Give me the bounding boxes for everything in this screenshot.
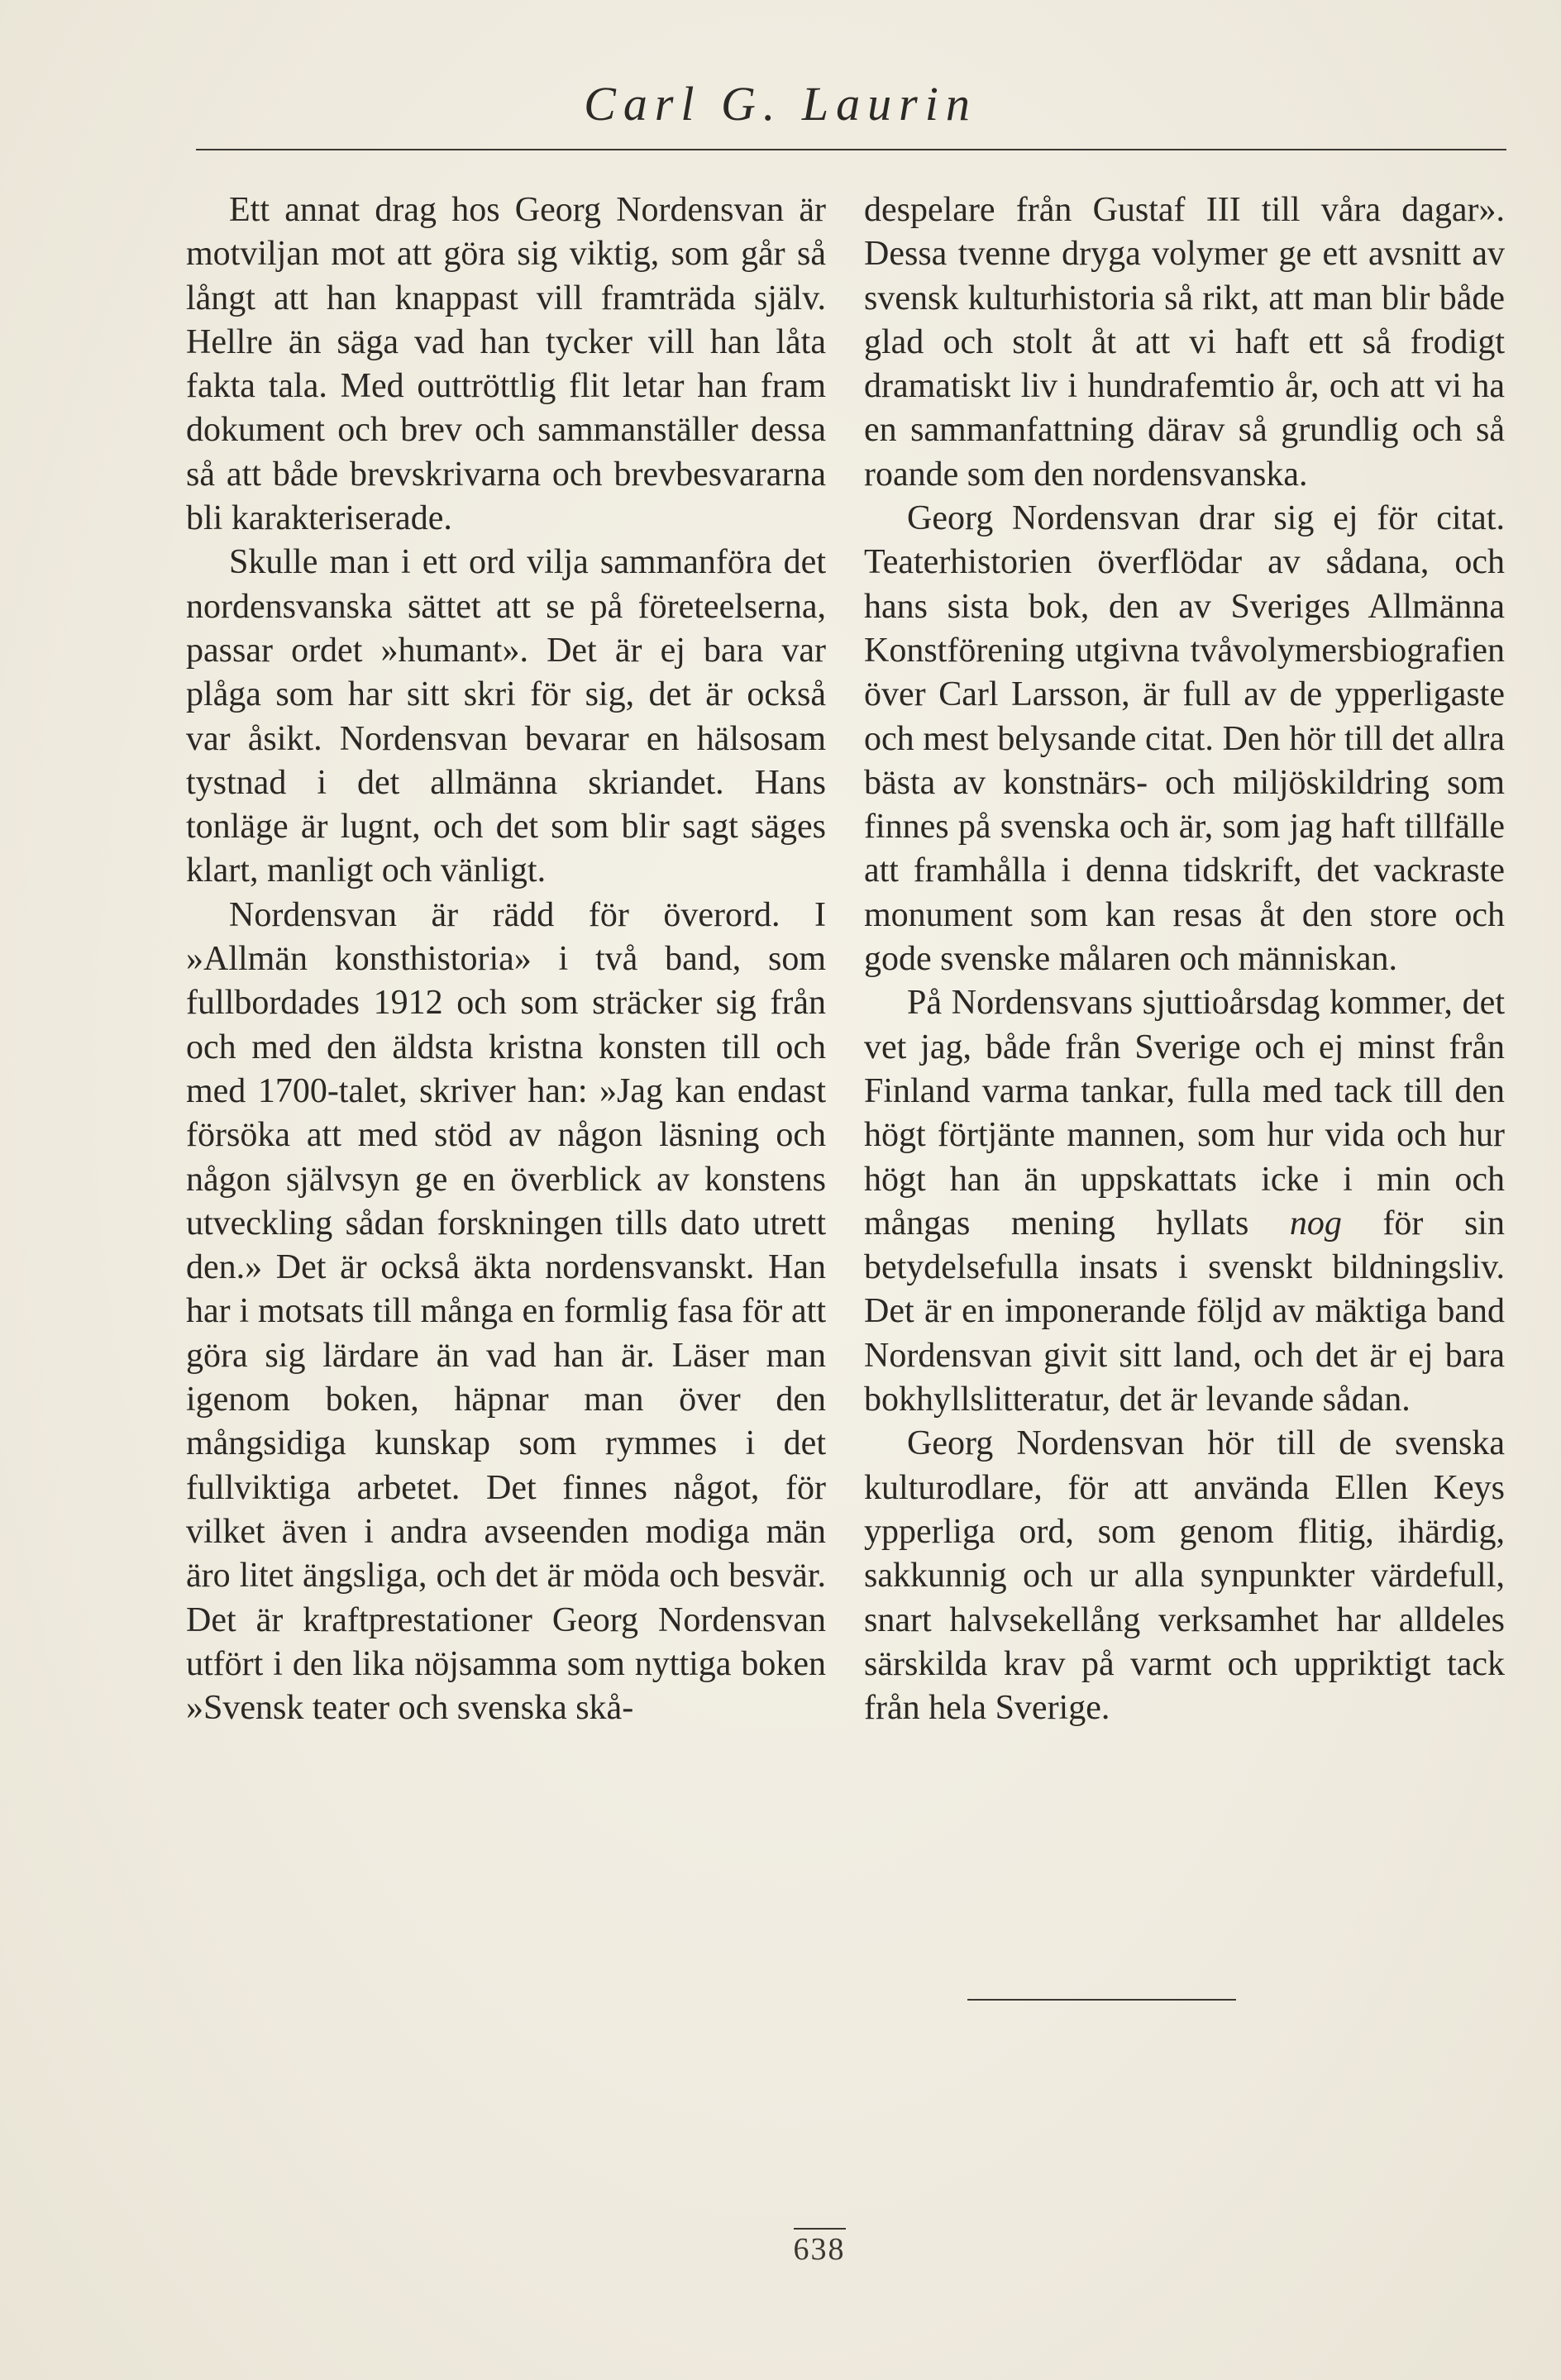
paragraph: Ett annat drag hos Georg Nordensvan är motviljan mot att göra sig viktig, som går så långt att han knappast vill framträda själv. Hellre än säga vad han tycker vill han låta fakta tala. Med outtröttlig flit letar han fram dokument och brev och sammanställer dessa så att både brevskrivarna och brevbesvararna bli karakteriserade. xyxy=(186,191,826,538)
text-run: På Nordensvans sjuttioårsdag kommer, det vet jag, både från Sverige och ej minst från Finland varma tankar, fulla med tack till den högt förtjänte mannen, som hur vida och hur högt han än uppskattats icke i min och mångas mening hyllats xyxy=(864,984,1505,1242)
paragraph: Nordensvan är rädd för överord. I »Allmän konsthistoria» i två band, som fullbordades 1912 och som sträcker sig från och med den äldsta kristna konsten till och med 1700-talet, skriver han: »Jag kan endast försöka att med stöd av någon läsning och någon självsyn ge en överblick av konstens utveckling sådan forskningen tills dato utrett den.» Det är också äkta nordensvanskt. Han har i motsats till många en formlig fasa för att göra sig lärdare än vad han är. Läser man igenom boken, häpnar man över den mångsidiga kunskap som rymmes i det fullviktiga arbetet. Det finnes något, för vilket även i andra avseenden modiga män äro litet ängsliga, och det är möda och besvär. Det är kraftprestationer Georg Nordensvan utfört i den lika nöjsamma som nyttiga boken »Svensk teater och svenska skå- xyxy=(186,895,826,1728)
paragraph-continuation: despelare från Gustaf III till våra dagar». Dessa tvenne dryga volymer ge ett avsnitt av svensk kulturhistoria så rikt, att man blir både glad och stolt åt att vi haft ett så frodigt dramatiskt liv i hundrafemtio år, och att vi ha en sammanfattning därav så grundlig och så roande som den nordensvanska. xyxy=(864,191,1505,494)
page-number-area xyxy=(0,2228,1561,2268)
paragraph: Georg Nordensvan drar sig ej för citat. Teaterhistorien överflödar av sådana, och hans sista bok, den av Sveriges Allmänna Konstförening utgivna tvåvolymersbiografien över Carl Larsson, är full av de ypperligaste och mest belysande citat. Den hör till det allra bästa av konstnärs- och miljöskildring som finnes på svenska och är, som jag haft tillfälle att framhålla i denna tidskrift, det vackraste monument som kan resas åt den store och gode svenske målaren och människan. xyxy=(864,499,1505,979)
paragraph: Skulle man i ett ord vilja sammanföra det nordensvanska sättet att se på företeelserna, passar ordet »humant». Det är ej bara var plåga som har sitt skri för sig, det är också var åsikt. Nordensvan bevarar en hälsosam tystnad i det allmänna skriandet. Hans tonläge är lugnt, och det som blir sagt säges klart, manligt och vänligt. xyxy=(186,543,826,890)
running-title: Carl G. Laurin xyxy=(584,77,977,131)
left-column xyxy=(186,188,826,1730)
emphasis: nog xyxy=(1289,1204,1342,1242)
running-header xyxy=(0,76,1561,131)
paragraph: Georg Nordensvan hör till de svenska kulturodlare, för att använda Ellen Keys ypperliga ord, som genom flitig, ihärdig, sakkunnig och ur alla synpunkter värdefull, snart halvsekellång verksamhet har alldeles särskilda krav på varmt och uppriktigt tack från hela Sverige. xyxy=(864,1424,1505,1728)
header-rule xyxy=(196,149,1506,150)
end-rule xyxy=(967,1999,1236,2001)
right-column xyxy=(864,188,1505,1730)
paragraph xyxy=(864,981,1505,1422)
page-number: 638 xyxy=(794,2228,846,2268)
text-run: för sin betydelsefulla insats i svenskt bildningsliv. Det är en imponerande följd av mäktiga band Nordensvan givit sitt land, och det är ej bara bokhyllslitteratur, det är levande sådan. xyxy=(864,1204,1505,1419)
